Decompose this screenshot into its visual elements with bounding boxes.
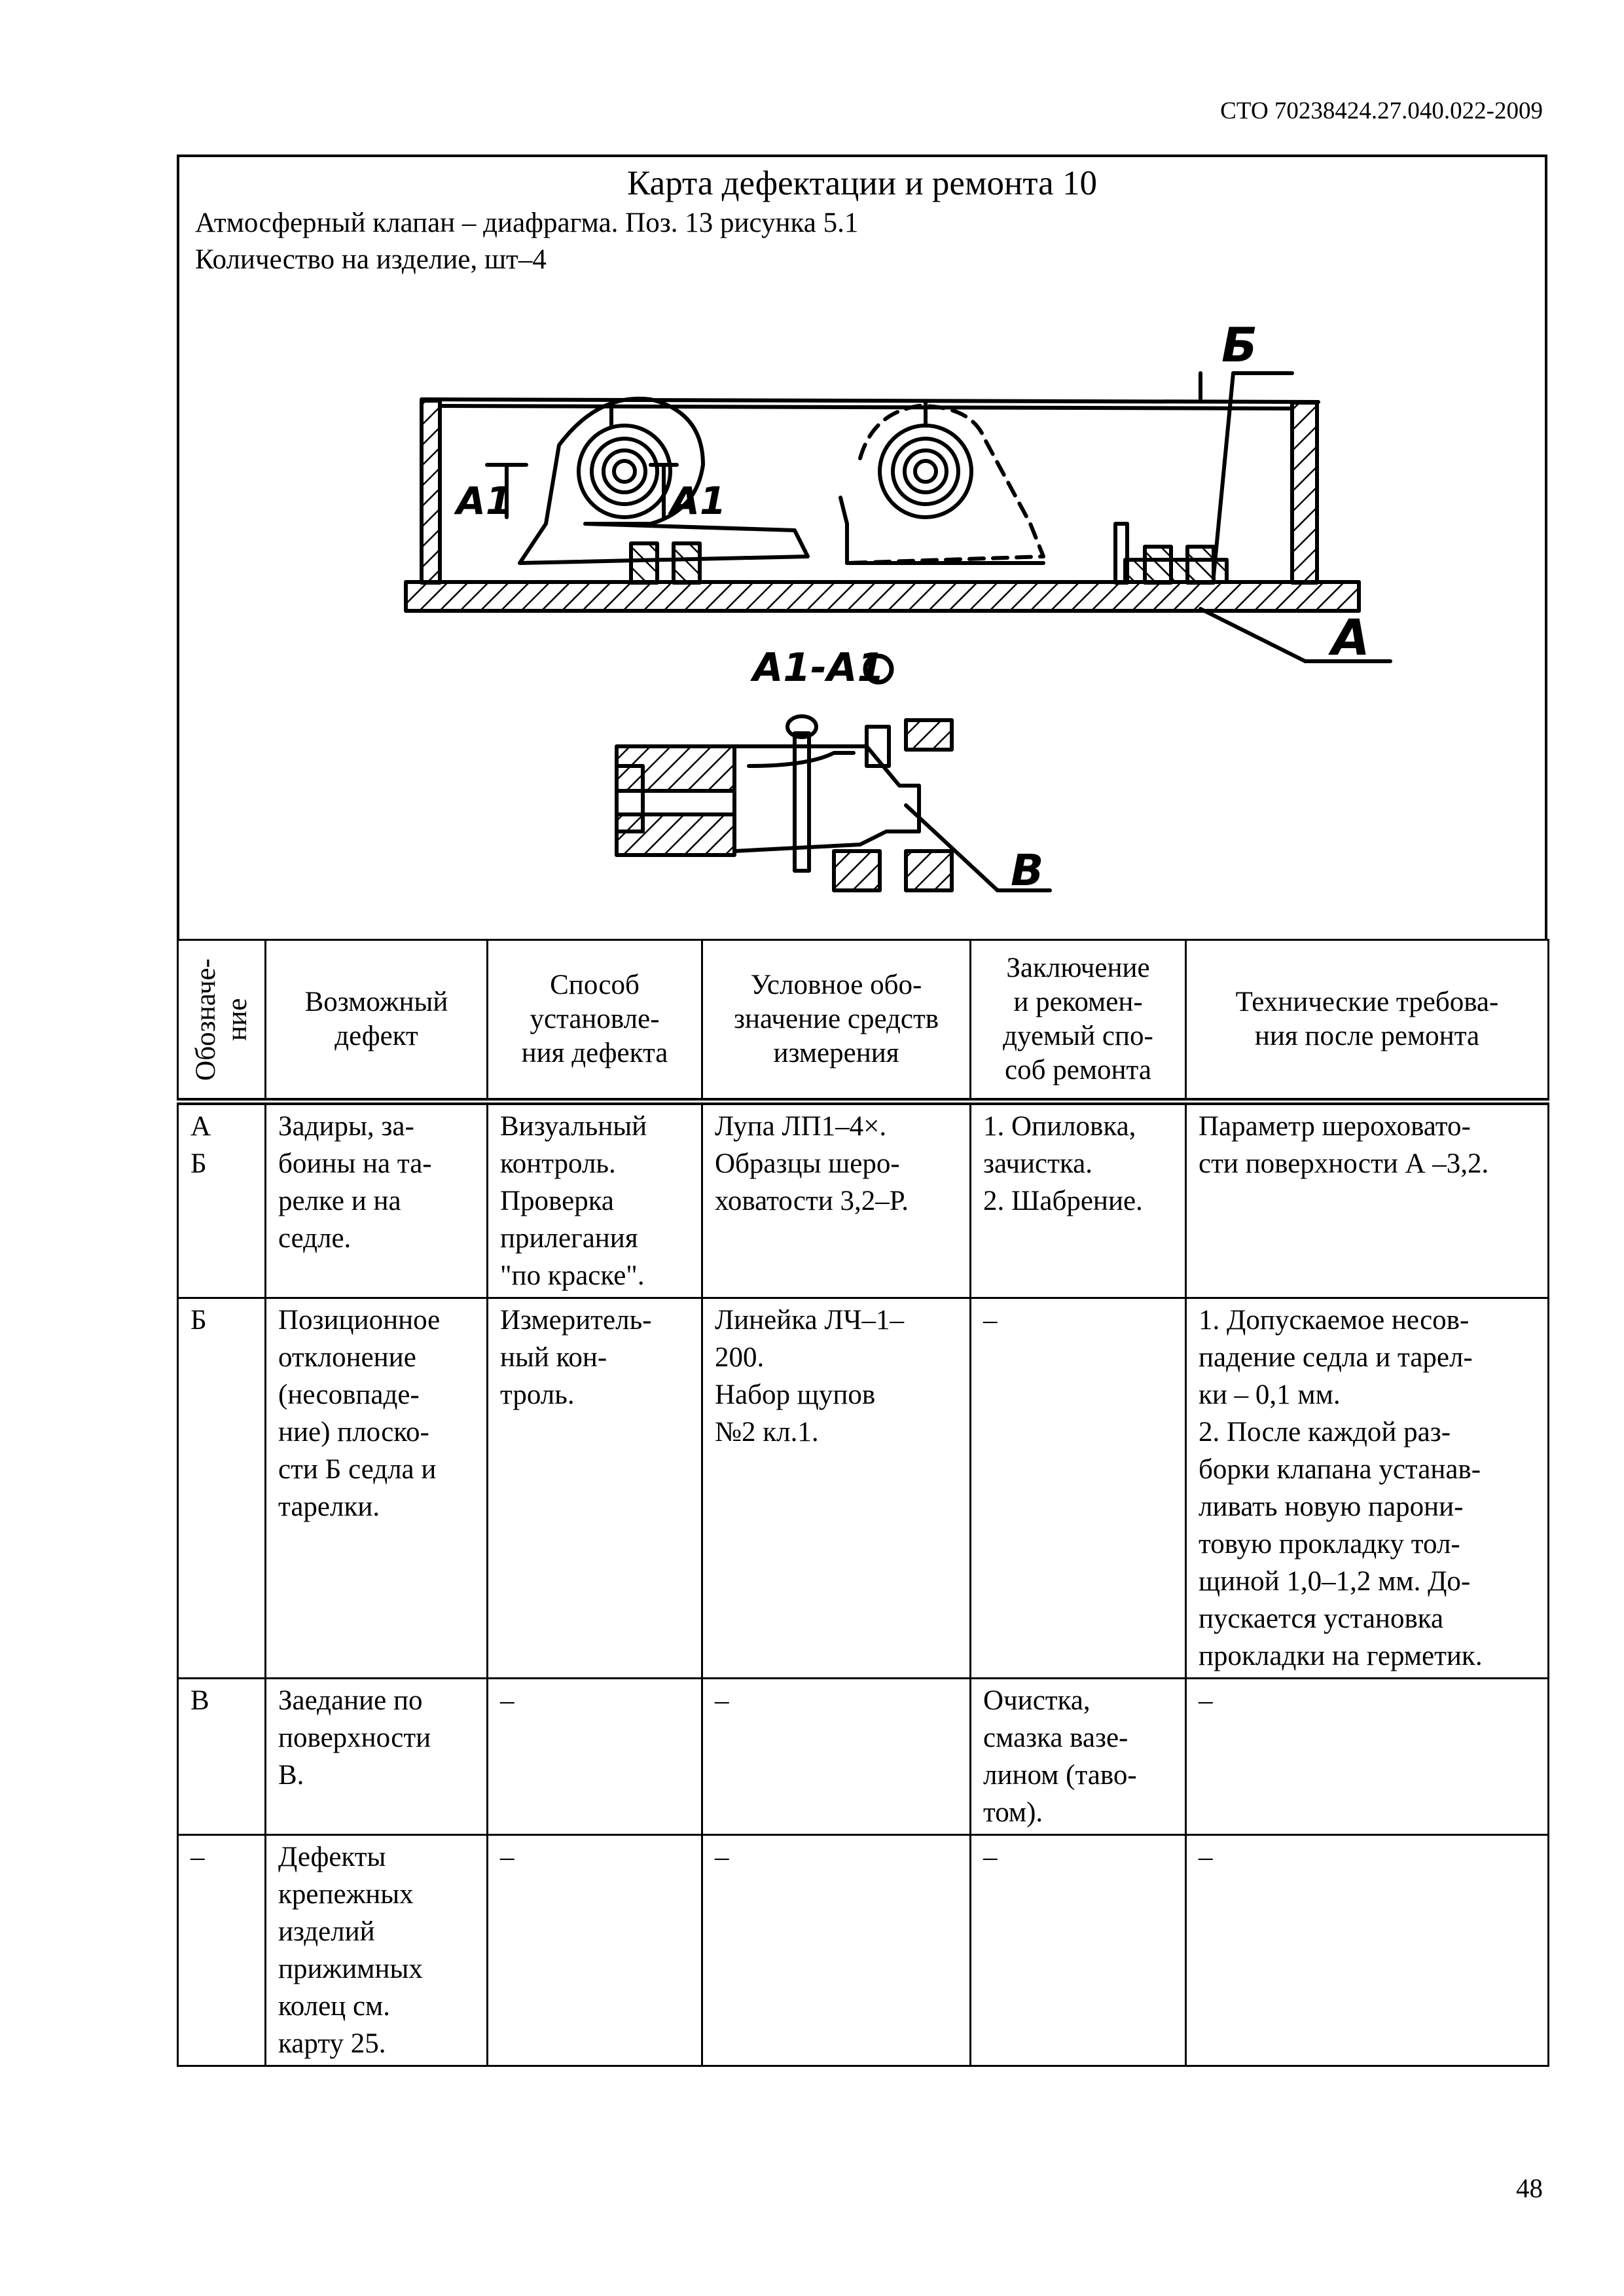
table-row [178, 1835, 1549, 2066]
label-v: В [1011, 845, 1044, 896]
document-number: СТО 70238424.27.040.022-2009 [1220, 98, 1543, 124]
cell-defect: Задиры, за- боины на та- релке и на седле. [266, 1102, 488, 1298]
table-row [178, 1102, 1549, 1298]
technical-drawing [179, 157, 1550, 941]
cell-repair: – [971, 1298, 1186, 1679]
header-repair: Заключение и рекомен- дуемый спо- соб ремонта [971, 940, 1186, 1102]
cell-designation: Б [178, 1298, 266, 1679]
section-label: А1-А1 [753, 645, 885, 691]
right-disc-support [840, 406, 1043, 563]
card-subtitle-part: Атмосферный клапан – диафрагма. Поз. 13 рисунка 5.1 [195, 208, 859, 238]
cell-method: – [488, 1679, 702, 1835]
header-instrument: Условное обо- значение средств измерения [702, 940, 971, 1102]
cell-method: Измеритель- ный кон- троль. [488, 1298, 702, 1679]
label-a1-left: A1 [456, 479, 513, 523]
cell-instrument: Лупа ЛП1–4×. Образцы шеро- ховатости 3,2–Р. [702, 1102, 971, 1298]
label-a1-right: A1 [670, 479, 727, 523]
cell-defect: Заедание по поверхности В. [266, 1679, 488, 1835]
cell-instrument: Линейка ЛЧ–1– 200. Набор щупов №2 кл.1. [702, 1298, 971, 1679]
cell-designation: – [178, 1835, 266, 2066]
page-number: 48 [1516, 2173, 1543, 2203]
header-method: Способ установле- ния дефекта [488, 940, 702, 1102]
cell-defect: Дефекты крепежных изделий прижимных колец см. карту 25. [266, 1835, 488, 2066]
table-row [178, 1298, 1549, 1679]
label-b-top: Б [1221, 318, 1257, 373]
defect-table [177, 939, 1549, 2067]
header-designation: Обозначе- ние [178, 940, 266, 1102]
card-title: Карта дефектации и ремонта 10 [627, 164, 1097, 202]
cell-requirements: – [1186, 1835, 1549, 2066]
table-row [178, 1679, 1549, 1835]
label-a: А [1331, 608, 1370, 666]
fastener-bolts [631, 524, 1227, 583]
cell-designation: В [178, 1679, 266, 1835]
section-detail [617, 716, 1050, 890]
cell-method: Визуальный контроль. Проверка прилегания "по краске". [488, 1102, 702, 1298]
cell-designation: А Б [178, 1102, 266, 1298]
card-subtitle-quantity: Количество на изделие, шт–4 [195, 244, 547, 275]
cell-repair: Очистка, смазка вазе- лином (таво- том). [971, 1679, 1186, 1835]
header-defect: Возможный дефект [266, 940, 488, 1102]
cell-repair: 1. Опиловка, зачистка. 2. Шабрение. [971, 1102, 1186, 1298]
cell-defect: Позиционное отклонение (несовпаде- ние) плоско- сти Б седла и тарелки. [266, 1298, 488, 1679]
cell-requirements: – [1186, 1679, 1549, 1835]
defect-card-frame [177, 155, 1547, 939]
cell-method: – [488, 1835, 702, 2066]
cell-requirements: 1. Допускаемое несов- падение седла и тарел- ки – 0,1 мм. 2. После каждой раз- борки клапана устанав- ливать новую парони- товую прокладку тол- щиной 1,0–1,2 мм. До- пускается установка прокладки на герметик. [1186, 1298, 1549, 1679]
cell-instrument: – [702, 1679, 971, 1835]
header-requirements: Технические требова- ния после ремонта [1186, 940, 1549, 1102]
cell-instrument: – [702, 1835, 971, 2066]
cell-repair: – [971, 1835, 1186, 2066]
cell-requirements: Параметр шероховато- сти поверхности А –3,2. [1186, 1102, 1549, 1298]
table-header-row [178, 940, 1549, 1102]
